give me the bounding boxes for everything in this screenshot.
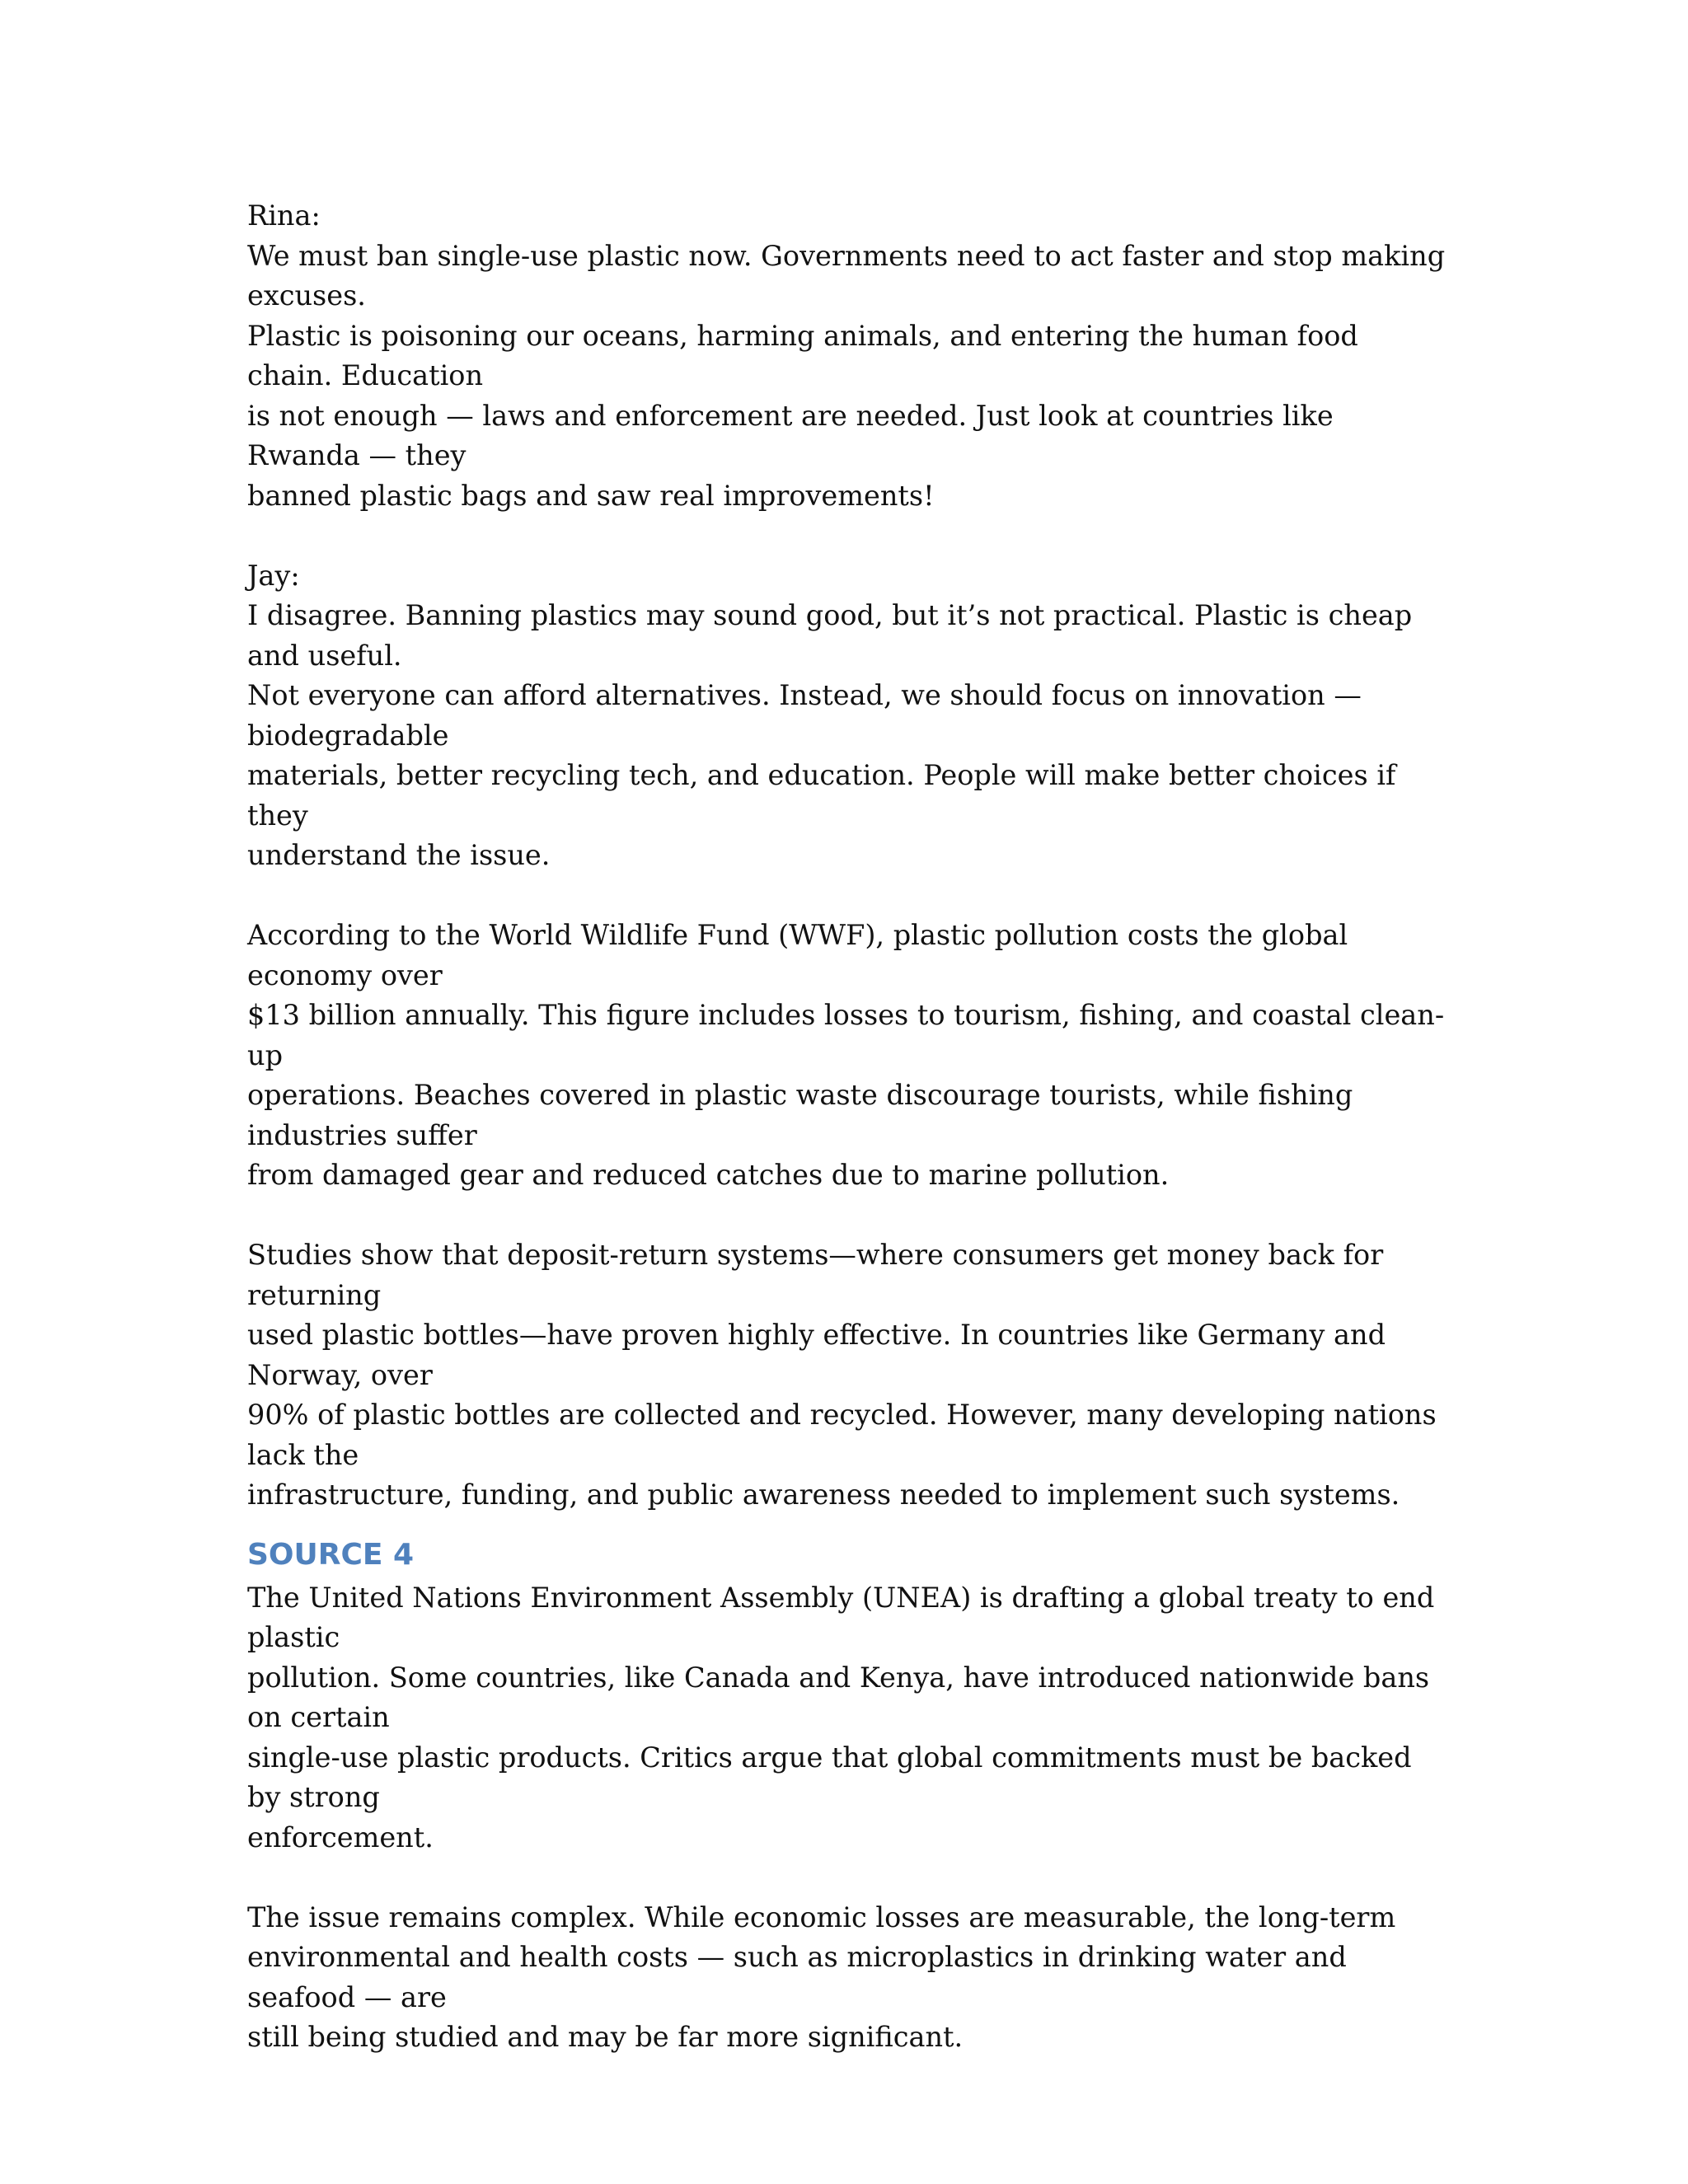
paragraph-spacer — [247, 516, 1451, 556]
speaker-rina: Rina: — [247, 199, 321, 232]
wwf-paragraph: According to the World Wildlife Fund (WWF), plastic pollution costs the global economy over $13 billion annually. This figure includes losses to tourism, fishing, and coastal clean-up operations. Beaches covered in plastic waste discourage tourists, while fishing industries suffer from damaged gear and reduced catches due to marine pollution. — [247, 919, 1445, 1191]
jay-statement: I disagree. Banning plastics may sound good, but it’s not practical. Plastic is cheap and useful. Not everyone can afford alternatives. Instead, we should focus on innovation — biodegradable materials, better recycling tech, and education. People will make better choices if they understand the issue. — [247, 599, 1413, 871]
paragraph-spacer — [247, 1196, 1451, 1236]
unea-paragraph: The United Nations Environment Assembly (UNEA) is drafting a global treaty to end plastic pollution. Some countries, like Canada and Kenya, have introduced nationwide bans on certain single-use plastic products. Critics argue that global commitments must be backed by strong enforcement. — [247, 1581, 1435, 1854]
document-page — [247, 196, 1451, 2058]
rina-statement: We must ban single-use plastic now. Governments need to act faster and stop making excuses. Plastic is poisoning our oceans, harming animals, and entering the human food chain. Education is not enough — laws and enforcement are needed. Just look at countries like Rwanda — they banned plastic bags and saw real improvements! — [247, 239, 1446, 512]
speaker-jay: Jay: — [247, 559, 300, 592]
paragraph-spacer — [247, 1858, 1451, 1898]
paragraph-spacer — [247, 876, 1451, 916]
source-4-heading: SOURCE 4 — [247, 1537, 415, 1572]
conclusion-paragraph: The issue remains complex. While economic losses are measurable, the long-term environmental and health costs — such as microplastics in drinking water and seafood — are still being studied and may be far more significant. — [247, 1900, 1396, 2053]
deposit-return-paragraph: Studies show that deposit-return systems—where consumers get money back for returning used plastic bottles—have proven highly effective. In countries like Germany and Norway, over 90% of plastic bottles are collected and recycled. However, many developing nations lack the infrastructure, funding, and public awareness needed to implement such systems. — [247, 1239, 1437, 1511]
